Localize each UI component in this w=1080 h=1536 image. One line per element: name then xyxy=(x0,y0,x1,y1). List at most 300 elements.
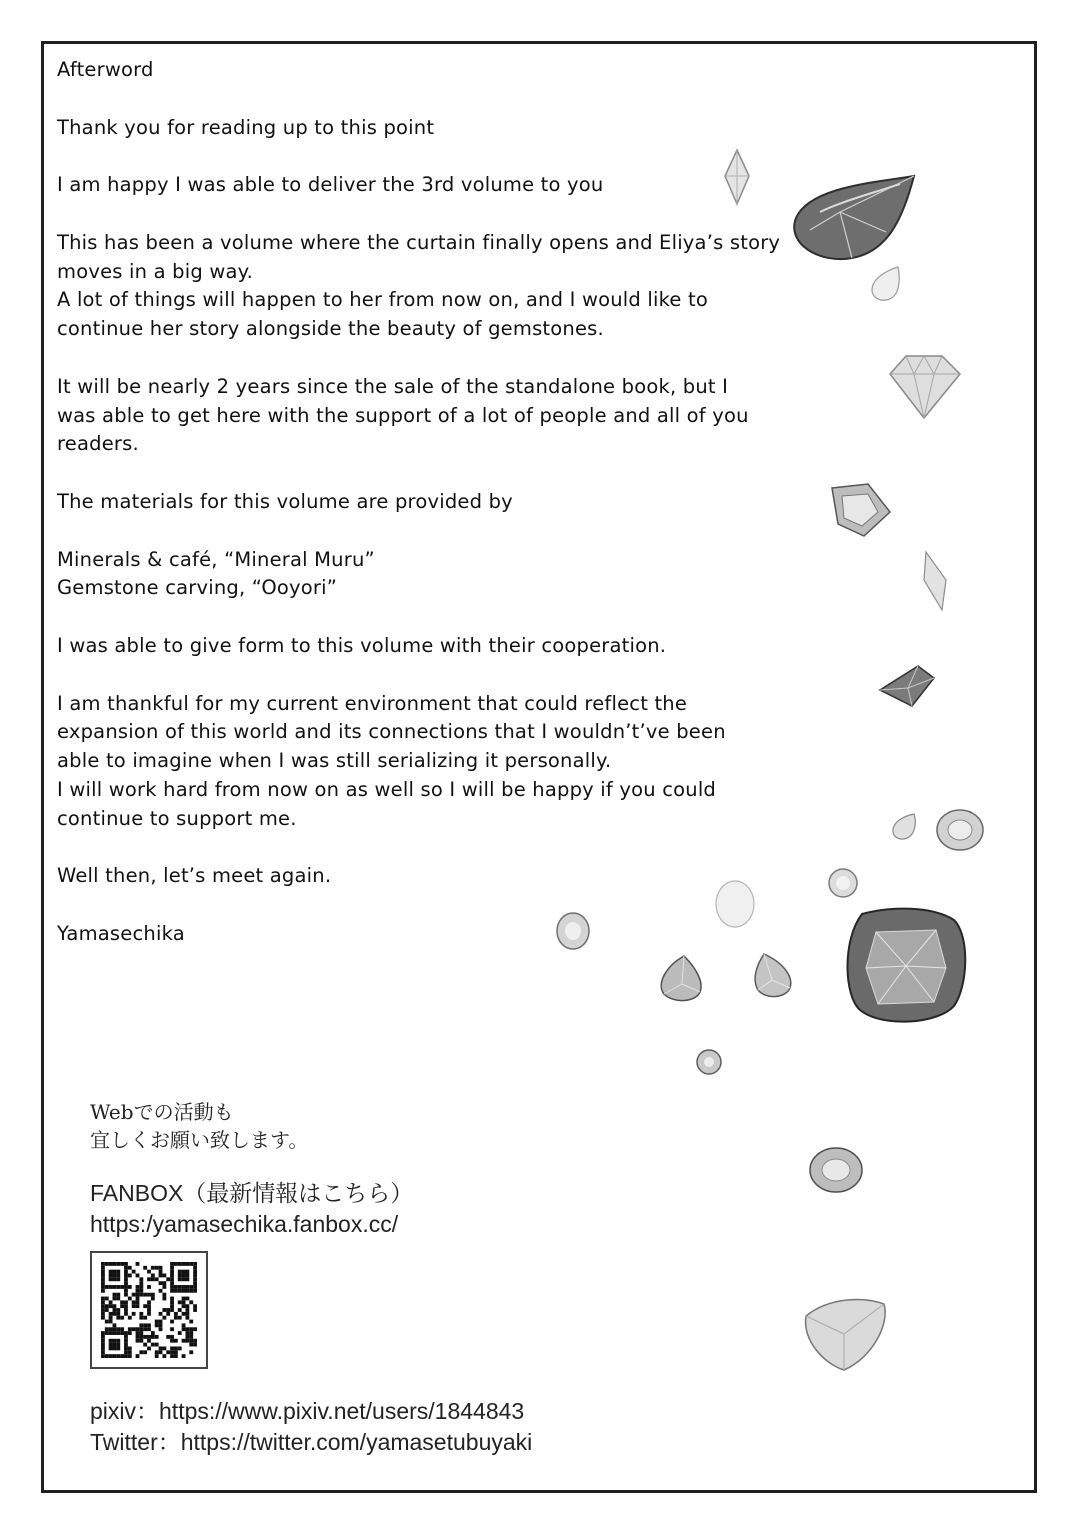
qr-module xyxy=(109,1277,113,1281)
qr-module xyxy=(159,1274,163,1278)
qr-module xyxy=(193,1308,197,1312)
qr-module xyxy=(174,1350,178,1354)
qr-module xyxy=(109,1285,113,1289)
qr-module xyxy=(124,1335,128,1339)
qr-module xyxy=(124,1293,128,1297)
qr-module xyxy=(151,1266,155,1270)
afterword-line: moves in a big way. xyxy=(57,259,253,283)
qr-module xyxy=(189,1289,193,1293)
qr-module xyxy=(136,1327,140,1331)
qr-module xyxy=(120,1327,124,1331)
qr-module xyxy=(178,1274,182,1278)
qr-module xyxy=(101,1339,105,1343)
qr-module xyxy=(159,1281,163,1285)
qr-module xyxy=(159,1323,163,1327)
fanbox-url-link[interactable]: https:/yamasechika.fanbox.cc/ xyxy=(90,1211,399,1237)
gem-oval-mid-icon xyxy=(806,1144,866,1196)
qr-module xyxy=(155,1266,159,1270)
qr-module xyxy=(159,1327,163,1331)
qr-module xyxy=(124,1270,128,1274)
qr-module xyxy=(101,1297,105,1301)
qr-module xyxy=(113,1323,117,1327)
qr-module xyxy=(162,1293,166,1297)
qr-module xyxy=(170,1350,174,1354)
qr-module xyxy=(170,1308,174,1312)
qr-module xyxy=(170,1262,174,1266)
qr-module xyxy=(159,1320,163,1324)
qr-module xyxy=(170,1346,174,1350)
qr-module xyxy=(170,1297,174,1301)
qr-module xyxy=(178,1316,182,1320)
qr-module xyxy=(101,1312,105,1316)
qr-module xyxy=(105,1354,109,1358)
qr-module xyxy=(174,1316,178,1320)
gem-pear-large-icon xyxy=(790,172,918,264)
qr-module xyxy=(189,1300,193,1304)
qr-module xyxy=(162,1308,166,1312)
qr-module xyxy=(185,1327,189,1331)
qr-module xyxy=(109,1339,113,1343)
qr-module xyxy=(124,1308,128,1312)
qr-module xyxy=(151,1343,155,1347)
gem-tilted-square-icon xyxy=(828,482,894,538)
qr-module xyxy=(132,1312,136,1316)
qr-module xyxy=(166,1312,170,1316)
qr-module xyxy=(109,1300,113,1304)
qr-module xyxy=(155,1320,159,1324)
qr-module xyxy=(147,1300,151,1304)
qr-module xyxy=(182,1289,186,1293)
qr-module xyxy=(170,1300,174,1304)
qr-module xyxy=(155,1323,159,1327)
qr-module xyxy=(109,1327,113,1331)
qr-module xyxy=(132,1300,136,1304)
qr-module xyxy=(139,1335,143,1339)
qr-module xyxy=(162,1346,166,1350)
qr-module xyxy=(139,1339,143,1343)
qr-module xyxy=(120,1262,124,1266)
afterword-text xyxy=(57,56,797,978)
qr-module xyxy=(120,1354,124,1358)
qr-module xyxy=(174,1285,178,1289)
qr-module xyxy=(170,1339,174,1343)
qr-module xyxy=(116,1270,120,1274)
gem-round-tiny-icon xyxy=(694,1046,724,1078)
qr-module xyxy=(170,1335,174,1339)
afterword-line: was able to get here with the support of a lot of people and all of you xyxy=(57,403,749,427)
qr-module xyxy=(151,1297,155,1301)
qr-module xyxy=(147,1308,151,1312)
qr-module xyxy=(155,1354,159,1358)
qr-module xyxy=(105,1262,109,1266)
afterword-paragraph xyxy=(57,690,797,834)
qr-module xyxy=(159,1289,163,1293)
gem-small-pear-icon xyxy=(868,264,904,304)
qr-module xyxy=(136,1304,140,1308)
afterword-paragraph xyxy=(57,632,797,661)
qr-module xyxy=(139,1350,143,1354)
qr-module xyxy=(155,1277,159,1281)
afterword-paragraph xyxy=(57,546,797,604)
qr-module xyxy=(170,1320,174,1324)
afterword-paragraph xyxy=(57,488,797,517)
qr-module xyxy=(101,1300,105,1304)
qr-module xyxy=(124,1281,128,1285)
qr-code-pattern xyxy=(92,1253,206,1367)
qr-module xyxy=(182,1312,186,1316)
qr-module xyxy=(185,1277,189,1281)
qr-module xyxy=(166,1277,170,1281)
qr-module xyxy=(139,1316,143,1320)
qr-module xyxy=(136,1262,140,1266)
qr-module xyxy=(124,1277,128,1281)
qr-module xyxy=(182,1339,186,1343)
qr-module xyxy=(155,1343,159,1347)
social-links xyxy=(90,1396,532,1458)
afterword-line: The materials for this volume are provided by xyxy=(57,489,513,513)
qr-module xyxy=(120,1300,124,1304)
qr-module xyxy=(116,1327,120,1331)
qr-module xyxy=(101,1335,105,1339)
qr-module xyxy=(143,1316,147,1320)
qr-module xyxy=(170,1281,174,1285)
qr-module xyxy=(189,1331,193,1335)
qr-module xyxy=(143,1343,147,1347)
qr-module xyxy=(116,1308,120,1312)
qr-module xyxy=(193,1277,197,1281)
qr-module xyxy=(124,1289,128,1293)
afterword-line: Thank you for reading up to this point xyxy=(57,115,435,139)
qr-module xyxy=(189,1320,193,1324)
qr-module xyxy=(185,1297,189,1301)
qr-module xyxy=(147,1339,151,1343)
qr-module xyxy=(109,1274,113,1278)
qr-module xyxy=(124,1339,128,1343)
afterword-line: A lot of things will happen to her from now on, and I would like to xyxy=(57,288,708,312)
afterword-line: I am thankful for my current environment that could reflect the xyxy=(57,691,688,715)
qr-module xyxy=(136,1274,140,1278)
afterword-line: I was able to give form to this volume with their cooperation. xyxy=(57,633,667,657)
qr-module xyxy=(113,1346,117,1350)
qr-module xyxy=(189,1285,193,1289)
qr-module xyxy=(113,1293,117,1297)
qr-module xyxy=(162,1316,166,1320)
qr-module xyxy=(101,1274,105,1278)
afterword-line: Well then, let’s meet again. xyxy=(57,864,332,888)
qr-module xyxy=(185,1289,189,1293)
qr-module xyxy=(124,1300,128,1304)
gem-pear-medium-icon xyxy=(752,952,794,1000)
qr-module xyxy=(105,1297,109,1301)
qr-module xyxy=(147,1304,151,1308)
qr-module xyxy=(143,1350,147,1354)
promo-jp-line: 宜しくお願い致します。 xyxy=(90,1128,309,1152)
qr-module xyxy=(116,1297,120,1301)
qr-module xyxy=(124,1285,128,1289)
qr-module xyxy=(105,1308,109,1312)
qr-module xyxy=(120,1285,124,1289)
qr-module xyxy=(182,1323,186,1327)
qr-module xyxy=(101,1354,105,1358)
qr-module xyxy=(182,1304,186,1308)
qr-module xyxy=(185,1262,189,1266)
qr-module xyxy=(124,1343,128,1347)
qr-module xyxy=(113,1304,117,1308)
afterword-paragraph xyxy=(57,171,797,200)
qr-module xyxy=(182,1277,186,1281)
qr-module xyxy=(116,1293,120,1297)
qr-module xyxy=(101,1304,105,1308)
qr-module xyxy=(151,1335,155,1339)
qr-module xyxy=(182,1274,186,1278)
qr-module xyxy=(139,1281,143,1285)
qr-module xyxy=(139,1327,143,1331)
qr-module xyxy=(162,1354,166,1358)
gem-trillion-light-icon xyxy=(798,1294,890,1374)
qr-module xyxy=(109,1343,113,1347)
qr-module xyxy=(174,1262,178,1266)
afterword-line: continue her story alongside the beauty of gemstones. xyxy=(57,317,604,341)
qr-module xyxy=(116,1312,120,1316)
qr-module xyxy=(174,1312,178,1316)
fanbox-info xyxy=(90,1178,413,1240)
qr-module xyxy=(120,1316,124,1320)
qr-module xyxy=(162,1274,166,1278)
qr-module xyxy=(105,1285,109,1289)
qr-module xyxy=(101,1266,105,1270)
qr-module xyxy=(124,1354,128,1358)
qr-module xyxy=(178,1300,182,1304)
gem-tiny-pear-icon xyxy=(890,812,918,842)
qr-module xyxy=(101,1346,105,1350)
afterword-line: Gemstone carving, “Ooyori” xyxy=(57,576,338,600)
qr-module xyxy=(143,1335,147,1339)
qr-module xyxy=(162,1285,166,1289)
qr-module xyxy=(124,1262,128,1266)
qr-module xyxy=(101,1289,105,1293)
qr-module xyxy=(189,1350,193,1354)
qr-module xyxy=(101,1285,105,1289)
qr-module xyxy=(113,1339,117,1343)
qr-module xyxy=(178,1331,182,1335)
gem-cushion-large-icon xyxy=(842,906,970,1026)
gem-pear-gray-icon xyxy=(656,954,706,1004)
qr-module xyxy=(101,1270,105,1274)
qr-module xyxy=(174,1346,178,1350)
qr-module xyxy=(136,1335,140,1339)
qr-module xyxy=(136,1354,140,1358)
qr-module xyxy=(178,1289,182,1293)
qr-module xyxy=(136,1293,140,1297)
afterword-line: readers. xyxy=(57,432,139,456)
qr-module xyxy=(170,1354,174,1358)
fanbox-label: FANBOX（最新情報はこちら） xyxy=(90,1180,414,1206)
gem-round-small-icon xyxy=(826,866,860,900)
qr-module xyxy=(170,1285,174,1289)
qr-module xyxy=(120,1304,124,1308)
qr-module xyxy=(193,1327,197,1331)
qr-module xyxy=(170,1304,174,1308)
qr-module xyxy=(109,1270,113,1274)
qr-module xyxy=(166,1308,170,1312)
qr-module xyxy=(178,1270,182,1274)
qr-module xyxy=(185,1335,189,1339)
afterword-line: This has been a volume where the curtain finally opens and Eliya’s story xyxy=(57,230,781,254)
qr-module xyxy=(174,1339,178,1343)
qr-module xyxy=(151,1293,155,1297)
qr-module xyxy=(166,1335,170,1339)
qr-module xyxy=(193,1262,197,1266)
qr-module xyxy=(101,1308,105,1312)
afterword-paragraph xyxy=(57,862,797,891)
qr-module xyxy=(182,1300,186,1304)
afterword-paragraph xyxy=(57,229,797,344)
qr-module xyxy=(185,1304,189,1308)
qr-module xyxy=(124,1274,128,1278)
qr-module xyxy=(193,1304,197,1308)
qr-module xyxy=(147,1277,151,1281)
gem-dark-trillion-icon xyxy=(878,664,936,708)
qr-module xyxy=(159,1312,163,1316)
qr-module xyxy=(101,1331,105,1335)
qr-module xyxy=(178,1308,182,1312)
qr-module xyxy=(143,1327,147,1331)
afterword-line: continue to support me. xyxy=(57,806,297,830)
qr-module xyxy=(170,1289,174,1293)
qr-module xyxy=(128,1274,132,1278)
qr-module xyxy=(101,1262,105,1266)
qr-module xyxy=(147,1285,151,1289)
qr-module xyxy=(147,1270,151,1274)
gem-marquise-icon xyxy=(722,148,752,206)
afterword-line: I will work hard from now on as well so I will be happy if you could xyxy=(57,777,717,801)
qr-module xyxy=(139,1293,143,1297)
qr-module xyxy=(159,1266,163,1270)
qr-module xyxy=(193,1343,197,1347)
qr-module xyxy=(113,1343,117,1347)
qr-module xyxy=(143,1293,147,1297)
qr-code xyxy=(90,1251,208,1369)
qr-module xyxy=(178,1285,182,1289)
qr-module xyxy=(170,1270,174,1274)
qr-module xyxy=(182,1262,186,1266)
qr-module xyxy=(132,1293,136,1297)
qr-module xyxy=(193,1289,197,1293)
qr-module xyxy=(113,1331,117,1335)
qr-module xyxy=(185,1312,189,1316)
qr-module xyxy=(116,1331,120,1335)
qr-module xyxy=(124,1266,128,1270)
qr-module xyxy=(189,1335,193,1339)
qr-module xyxy=(113,1274,117,1278)
qr-module xyxy=(162,1281,166,1285)
qr-module xyxy=(128,1327,132,1331)
twitter-link[interactable]: Twitter：https://twitter.com/yamasetubuyaki xyxy=(90,1429,533,1455)
qr-module xyxy=(155,1335,159,1339)
qr-module xyxy=(128,1350,132,1354)
qr-module xyxy=(189,1343,193,1347)
qr-module xyxy=(116,1339,120,1343)
qr-module xyxy=(116,1262,120,1266)
qr-module xyxy=(136,1289,140,1293)
qr-module xyxy=(105,1320,109,1324)
qr-module xyxy=(182,1297,186,1301)
qr-module xyxy=(151,1274,155,1278)
qr-module xyxy=(109,1304,113,1308)
qr-module xyxy=(116,1346,120,1350)
qr-module xyxy=(113,1297,117,1301)
qr-module xyxy=(151,1331,155,1335)
promo-message xyxy=(90,1098,690,1154)
qr-module xyxy=(147,1346,151,1350)
qr-module xyxy=(147,1327,151,1331)
afterword-heading: Afterword xyxy=(57,58,154,81)
qr-module xyxy=(139,1285,143,1289)
qr-module xyxy=(113,1285,117,1289)
qr-module xyxy=(147,1293,151,1297)
qr-module xyxy=(109,1316,113,1320)
qr-module xyxy=(139,1277,143,1281)
qr-module xyxy=(170,1277,174,1281)
qr-module xyxy=(113,1354,117,1358)
qr-module xyxy=(139,1323,143,1327)
qr-module xyxy=(139,1312,143,1316)
qr-module xyxy=(101,1316,105,1320)
qr-module xyxy=(120,1331,124,1335)
qr-module xyxy=(116,1343,120,1347)
qr-module xyxy=(124,1312,128,1316)
qr-module xyxy=(178,1346,182,1350)
qr-module xyxy=(128,1331,132,1335)
pixiv-link[interactable]: pixiv：https://www.pixiv.net/users/1844843 xyxy=(90,1398,525,1424)
gem-faded-oval-icon xyxy=(712,878,758,930)
qr-module xyxy=(182,1270,186,1274)
qr-module xyxy=(178,1262,182,1266)
afterword-line: expansion of this world and its connections that I wouldn’t’ve been xyxy=(57,720,726,744)
afterword-heading-para xyxy=(57,56,797,85)
qr-module xyxy=(113,1327,117,1331)
gem-brilliant-icon xyxy=(884,350,964,422)
qr-module xyxy=(105,1304,109,1308)
qr-module xyxy=(159,1346,163,1350)
qr-module xyxy=(113,1312,117,1316)
qr-module xyxy=(193,1281,197,1285)
qr-module xyxy=(185,1331,189,1335)
qr-module xyxy=(182,1327,186,1331)
qr-module xyxy=(147,1335,151,1339)
qr-module xyxy=(128,1285,132,1289)
afterword-paragraph xyxy=(57,114,797,143)
qr-module xyxy=(105,1327,109,1331)
qr-module xyxy=(124,1331,128,1335)
qr-module xyxy=(185,1308,189,1312)
qr-module xyxy=(185,1316,189,1320)
qr-module xyxy=(159,1270,163,1274)
qr-module xyxy=(105,1331,109,1335)
qr-module xyxy=(189,1339,193,1343)
qr-module xyxy=(182,1354,186,1358)
gem-round-left-icon xyxy=(554,910,592,952)
qr-module xyxy=(193,1266,197,1270)
afterword-line: Yamasechika xyxy=(57,921,185,945)
qr-module xyxy=(128,1354,132,1358)
qr-module xyxy=(143,1304,147,1308)
qr-module xyxy=(109,1331,113,1335)
qr-module xyxy=(147,1323,151,1327)
qr-module xyxy=(174,1289,178,1293)
qr-module xyxy=(116,1316,120,1320)
qr-module xyxy=(170,1327,174,1331)
